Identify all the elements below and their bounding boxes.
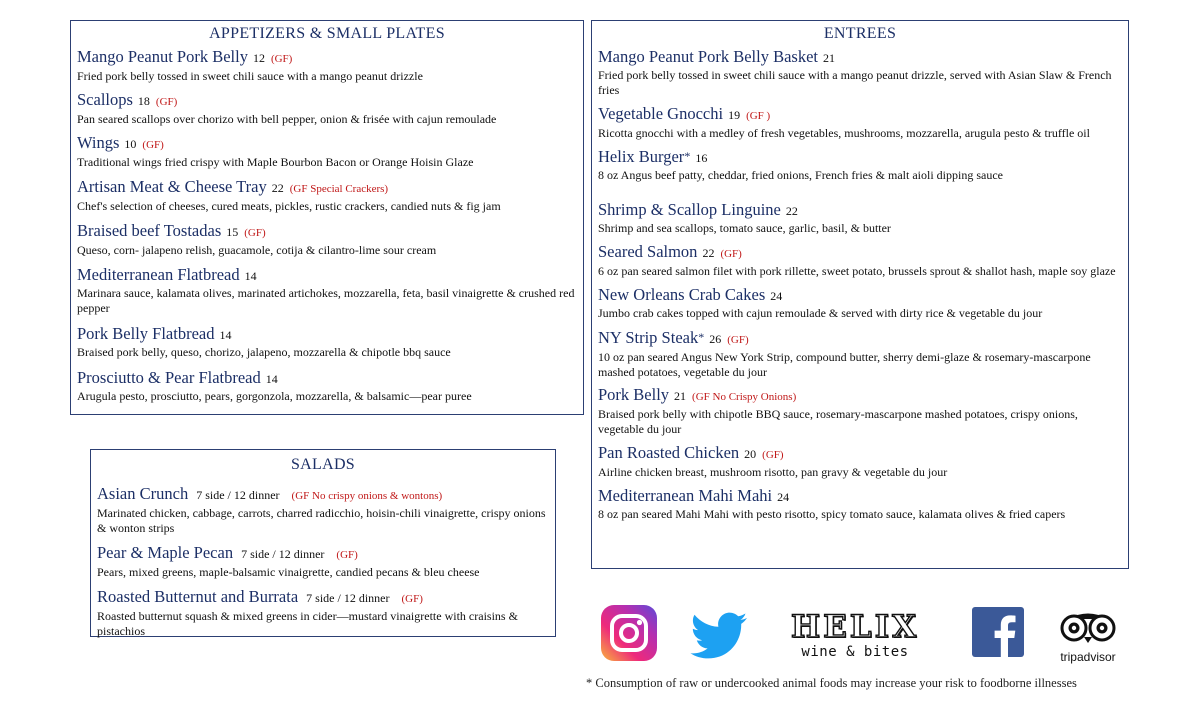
menu-item-price: 10	[124, 137, 137, 151]
gluten-free-note: (GF)	[142, 139, 164, 151]
menu-item-header	[598, 104, 1122, 126]
menu-item	[598, 486, 1122, 522]
menu-item-price: 14	[244, 269, 257, 283]
menu-item-header	[598, 385, 1122, 407]
menu-item-name: Scallops	[77, 90, 133, 109]
menu-item-price: 24	[770, 289, 783, 303]
menu-item	[598, 47, 1122, 98]
menu-item-name: Helix Burger	[598, 147, 685, 166]
menu-item	[77, 324, 577, 360]
instagram-icon[interactable]	[601, 605, 657, 661]
menu-item-description: Pan seared scallops over chorizo with bell pepper, onion & frisée with cajun remoulade	[77, 112, 497, 126]
menu-item-header	[598, 242, 1122, 264]
menu-item	[598, 147, 1122, 183]
menu-item-name: Seared Salmon	[598, 242, 698, 261]
menu-item-price: 7 side / 12 dinner	[306, 591, 390, 605]
menu-item-description: Chef's selection of cheeses, cured meats, pickles, rustic crackers, candied nuts & fig jam	[77, 199, 501, 213]
menu-item-header	[77, 221, 577, 243]
menu-item-description: 8 oz pan seared Mahi Mahi with pesto risotto, spicy tomato sauce, kalamata olives & fried capers	[598, 507, 1066, 521]
menu-item	[77, 221, 577, 258]
menu-item-header	[77, 368, 577, 389]
menu-item-price: 26	[709, 332, 722, 346]
salads-title: SALADS	[290, 456, 356, 473]
menu-item-description: 8 oz Angus beef patty, cheddar, fried onions, French fries & malt aioli dipping sauce	[598, 168, 1003, 182]
twitter-icon[interactable]	[690, 612, 748, 662]
salads-list	[97, 484, 549, 639]
menu-item-description: Queso, corn- jalapeno relish, guacamole, cotija & cilantro-lime sour cream	[77, 243, 437, 257]
menu-item-description: Traditional wings fried crispy with Maple Bourbon Bacon or Orange Hoisin Glaze	[77, 155, 474, 169]
gluten-free-note: (GF)	[336, 549, 358, 561]
menu-item-price: 14	[265, 372, 278, 386]
menu-item-name: Asian Crunch	[97, 484, 189, 503]
menu-item-header	[97, 543, 549, 565]
gluten-free-note: (GF No Crispy Onions)	[692, 391, 797, 403]
menu-item	[97, 484, 549, 536]
menu-item-name: Pork Belly Flatbread	[77, 324, 215, 343]
menu-item	[77, 90, 577, 127]
menu-item-description: Braised pork belly, queso, chorizo, jalapeno, mozzarella & chipotle bbq sauce	[77, 345, 451, 359]
menu-item	[598, 285, 1122, 321]
menu-item-description: Roasted butternut squash & mixed greens in cider—mustard vinaigrette with craisins & pistachios	[97, 609, 518, 638]
menu-item-price: 12	[252, 51, 265, 65]
menu-item-price: 24	[777, 490, 790, 504]
entrees-section	[591, 20, 1129, 569]
menu-item-price: 18	[137, 94, 150, 108]
menu-item-price: 19	[728, 108, 741, 122]
menu-item-description: Airline chicken breast, mushroom risotto, pan gravy & vegetable du jour	[598, 465, 948, 479]
menu-item	[77, 177, 577, 214]
entrees-list	[598, 47, 1122, 522]
menu-item-price: 22	[702, 246, 715, 260]
appetizers-section	[70, 20, 584, 415]
raw-food-asterisk: *	[684, 149, 691, 163]
tripadvisor-label: tripadvisor	[1060, 650, 1116, 664]
menu-item-name: Vegetable Gnocchi	[598, 104, 724, 123]
menu-item	[598, 104, 1122, 141]
menu-item-name: Shrimp & Scallop Linguine	[598, 200, 781, 219]
menu-item-header	[77, 324, 577, 345]
gluten-free-note: (GF)	[401, 593, 423, 605]
salads-section	[90, 449, 556, 637]
menu-item	[598, 328, 1122, 380]
helix-logo	[775, 609, 935, 660]
gluten-free-note: (GF)	[720, 248, 742, 260]
menu-item-price: 21	[674, 389, 687, 403]
menu-item-description: Jumbo crab cakes topped with cajun remoulade & served with dirty rice & vegetable du jour	[598, 306, 1043, 320]
menu-item-name: Mediterranean Flatbread	[77, 265, 240, 284]
menu-item	[97, 587, 549, 639]
appetizers-list	[77, 47, 577, 404]
menu-item-description: Fried pork belly tossed in sweet chili sauce with a mango peanut drizzle, served with Asian Slaw & French fries	[598, 68, 1112, 97]
menu-item-description: Marinated chicken, cabbage, carrots, charred radicchio, hoisin-chili vinaigrette, crispy onions & wonton strips	[97, 506, 546, 535]
menu-item-header	[598, 147, 1122, 168]
menu-item-header	[77, 265, 577, 286]
menu-item-price: 15	[226, 225, 239, 239]
gluten-free-note: (GF)	[270, 53, 293, 65]
gluten-free-note: (GF Special Crackers)	[289, 183, 389, 195]
menu-item	[77, 133, 577, 170]
menu-item-name: New Orleans Crab Cakes	[598, 285, 766, 304]
menu-item-name: Mediterranean Mahi Mahi	[598, 486, 773, 505]
menu-item-name: NY Strip Steak	[598, 328, 699, 347]
menu-item-header	[77, 177, 577, 199]
menu-item-header	[77, 133, 577, 155]
menu-item-price: 21	[822, 51, 835, 65]
menu-item-name: Wings	[77, 133, 120, 152]
menu-item-description: 6 oz pan seared salmon filet with pork rillette, sweet potato, brussels sprout & shallot hash, maple soy glaze	[598, 264, 1116, 278]
menu-item-price: 7 side / 12 dinner	[196, 488, 280, 502]
menu-item	[77, 265, 577, 316]
appetizers-title: APPETIZERS & SMALL PLATES	[209, 25, 445, 42]
gluten-free-note: (GF No crispy onions & wontons)	[291, 490, 443, 502]
menu-item-description: Fried pork belly tossed in sweet chili sauce with a mango peanut drizzle	[77, 69, 423, 83]
menu-item-description: Pears, mixed greens, maple-balsamic vinaigrette, candied pecans & bleu cheese	[97, 565, 480, 579]
tripadvisor-icon[interactable]	[1048, 610, 1128, 662]
menu-item-name: Pan Roasted Chicken	[598, 443, 740, 462]
menu-item-name: Roasted Butternut and Burrata	[97, 587, 299, 606]
menu-item-description: Shrimp and sea scallops, tomato sauce, garlic, basil, & butter	[598, 221, 891, 235]
menu-item	[598, 200, 1122, 236]
menu-item-name: Prosciutto & Pear Flatbread	[77, 368, 261, 387]
menu-item	[77, 368, 577, 404]
menu-item-header	[598, 285, 1122, 306]
menu-item-header	[598, 486, 1122, 507]
menu-item	[77, 47, 577, 84]
gluten-free-note: (GF)	[244, 227, 266, 239]
menu-item-header	[77, 90, 577, 112]
menu-item-price: 14	[219, 328, 232, 342]
gluten-free-note: (GF)	[155, 96, 178, 108]
menu-item-price: 22	[271, 181, 284, 195]
menu-item-header	[77, 47, 577, 69]
menu-item-description: Arugula pesto, prosciutto, pears, gorgonzola, mozzarella, & balsamic—pear puree	[77, 389, 472, 403]
menu-item-name: Artisan Meat & Cheese Tray	[77, 177, 267, 196]
menu-item	[598, 385, 1122, 437]
menu-item-name: Mango Peanut Pork Belly Basket	[598, 47, 818, 66]
gluten-free-note: (GF)	[727, 334, 749, 346]
facebook-icon[interactable]	[972, 607, 1024, 657]
menu-item-price: 22	[785, 204, 798, 218]
menu-item-header	[97, 484, 549, 506]
raw-food-asterisk: *	[698, 330, 705, 344]
gluten-free-note: (GF )	[746, 110, 771, 122]
menu-item-name: Pork Belly	[598, 385, 670, 404]
menu-item-header	[598, 47, 1122, 68]
menu-item-header	[598, 443, 1122, 465]
menu-item-name: Mango Peanut Pork Belly	[77, 47, 248, 66]
menu-item-name: Braised beef Tostadas	[77, 221, 222, 240]
menu-item-price: 20	[744, 447, 757, 461]
menu-item	[598, 242, 1122, 279]
menu-item-name: Pear & Maple Pecan	[97, 543, 234, 562]
menu-item	[598, 443, 1122, 480]
menu-item-header	[598, 200, 1122, 221]
helix-logo-tagline: wine & bites	[801, 644, 909, 660]
gluten-free-note: (GF)	[762, 449, 784, 461]
entrees-title: ENTREES	[823, 25, 897, 42]
menu-item-description: Ricotta gnocchi with a medley of fresh vegetables, mushrooms, mozzarella, arugula pesto & truffle oil	[598, 126, 1090, 140]
menu-item	[97, 543, 549, 580]
menu-item-price: 16	[695, 151, 708, 165]
helix-logo-wordmark: HELIX	[790, 609, 920, 645]
menu-item-description: 10 oz pan seared Angus New York Strip, compound butter, sherry demi-glaze & rosemary-mascarpone mashed potatoes, vegetable du jour	[598, 350, 1091, 379]
menu-item-description: Braised pork belly with chipotle BBQ sauce, rosemary-mascarpone mashed potatoes, crispy onions, vegetable du jour	[598, 407, 1078, 436]
menu-item-description: Marinara sauce, kalamata olives, marinated artichokes, mozzarella, feta, basil vinaigrette & crushed red pepper	[77, 286, 575, 315]
menu-item-header	[598, 328, 1122, 350]
menu-item-header	[97, 587, 549, 609]
footnote: * Consumption of raw or undercooked animal foods may increase your risk to foodborne illnesses	[586, 676, 1077, 690]
menu-item-price: 7 side / 12 dinner	[241, 547, 325, 561]
